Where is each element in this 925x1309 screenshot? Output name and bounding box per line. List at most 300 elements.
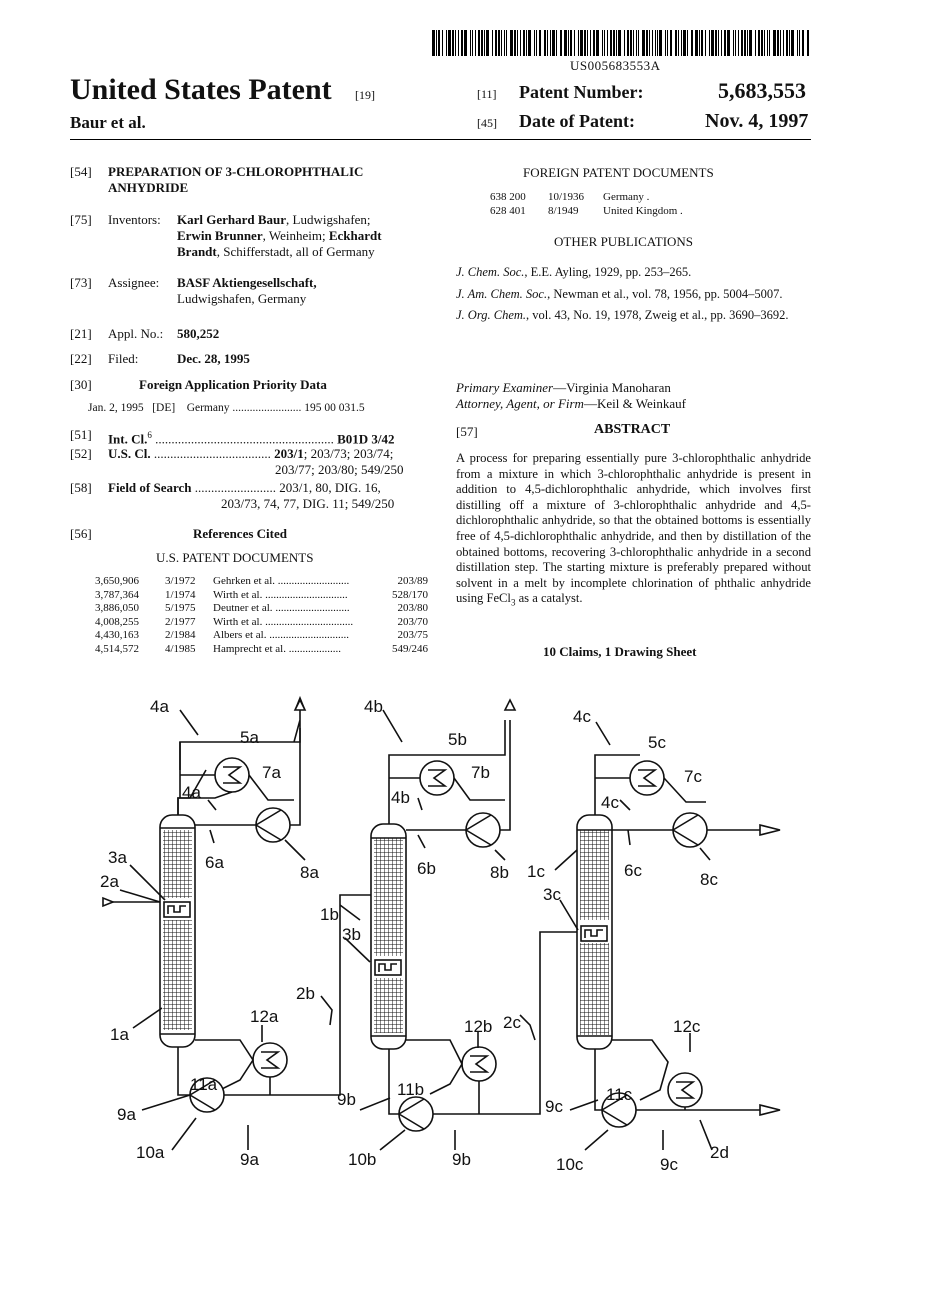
label-3b: 3b <box>342 925 361 944</box>
barcode-bar <box>678 30 679 56</box>
barcode-bar <box>492 30 493 56</box>
attorney <box>456 396 686 412</box>
barcode-bar <box>514 30 516 56</box>
barcode-bar <box>461 30 463 56</box>
ref-number: 4,008,255 <box>95 615 139 628</box>
uscl-line-2: 203/77; 203/80; 549/250 <box>275 462 404 477</box>
uscl-classes: ; 203/73; 203/74; <box>303 446 394 461</box>
uscl-label: U.S. Cl. <box>108 446 151 461</box>
barcode-bar <box>758 30 760 56</box>
barcode-bar <box>789 30 790 56</box>
barcode-bar <box>791 30 794 56</box>
foreign-ref-country: Germany . <box>603 191 650 203</box>
intcl-value: B01D 3/42 <box>337 431 395 447</box>
label-12a: 12a <box>250 1007 279 1026</box>
ref-date: 5/1975 <box>165 602 196 615</box>
label-11a: 11a <box>190 1075 218 1094</box>
examiner-name: —Virginia Manoharan <box>553 380 671 395</box>
barcode-bar <box>633 30 634 56</box>
inventor-name: Karl Gerhard Baur <box>177 212 287 227</box>
barcode-bar <box>786 30 788 56</box>
barcode-bar <box>544 30 546 56</box>
label-2a: 2a <box>100 872 119 891</box>
uscl-line-1 <box>108 446 393 462</box>
inventor-name: Erwin Brunner <box>177 228 263 243</box>
country-title: United States Patent <box>70 73 332 106</box>
label-2c: 2c <box>503 1013 521 1032</box>
barcode-bar <box>681 30 682 56</box>
reference-row <box>95 602 428 616</box>
intcl-code: [51] <box>70 427 92 442</box>
fos-line-1 <box>108 480 381 496</box>
barcode-bar <box>446 30 447 56</box>
barcode-bar <box>624 30 625 56</box>
barcode-bar <box>607 30 608 56</box>
ref-inventor-name: Gehrken et al. <box>213 575 275 587</box>
label-7c: 7c <box>684 767 702 786</box>
foreign-ref-date: 10/1936 <box>548 191 585 203</box>
inventor-city: , Schifferstadt, all of Germany <box>216 244 375 259</box>
foreign-reference-row <box>490 190 723 204</box>
barcode-bar <box>649 30 650 56</box>
barcode-bar <box>560 30 562 56</box>
barcode-bar <box>727 30 730 56</box>
barcode-bar <box>570 30 572 56</box>
ref-number: 4,430,163 <box>95 629 139 642</box>
barcode-bar <box>687 30 688 56</box>
foreign-references-table <box>490 190 723 218</box>
us-references-table <box>95 575 428 657</box>
ref-inventor <box>213 643 388 657</box>
barcode-bar <box>780 30 781 56</box>
label-5b: 5b <box>448 730 467 749</box>
inventor-city: , Ludwigshafen; <box>286 212 371 227</box>
ref-inventor <box>213 629 388 643</box>
ref-number: 3,787,364 <box>95 588 139 601</box>
barcode-bar <box>721 30 722 56</box>
barcode-bar <box>590 30 591 56</box>
barcode-bar <box>481 30 483 56</box>
label-9b: 9b <box>337 1090 356 1109</box>
label-7a: 7a <box>262 763 281 782</box>
priority-row: Jan. 2, 1995 [DE] Germany ........................ 195 00 031.5 <box>88 402 365 414</box>
label-9b-secondary: 9b <box>452 1150 471 1169</box>
barcode-bar <box>699 30 700 56</box>
barcode-bar <box>646 30 648 56</box>
barcode-bar <box>510 30 513 56</box>
barcode-bar <box>667 30 668 56</box>
barcode-bar <box>495 30 497 56</box>
barcode-bar <box>749 30 752 56</box>
barcode-bar <box>630 30 632 56</box>
label-2d: 2d <box>710 1143 729 1162</box>
label-3a: 3a <box>108 848 127 867</box>
barcode-bar <box>616 30 617 56</box>
authors: Baur et al. <box>70 113 146 132</box>
barcode-bar <box>675 30 677 56</box>
label-4a-secondary: 4a <box>182 783 201 802</box>
barcode-bar <box>539 30 541 56</box>
inventors-line-3 <box>177 244 375 260</box>
appl-number: 580,252 <box>177 326 220 341</box>
barcode-bar <box>627 30 629 56</box>
ref-class: 203/70 <box>397 615 428 628</box>
label-9c: 9c <box>545 1097 563 1116</box>
ref-inventor-name: Deutner et al. <box>213 602 273 615</box>
barcode-bar <box>783 30 784 56</box>
barcode-bar <box>602 30 603 56</box>
barcode-bar <box>802 30 804 56</box>
barcode-bar <box>715 30 717 56</box>
barcode-bar <box>580 30 583 56</box>
other-pubs-title: OTHER PUBLICATIONS <box>554 234 694 249</box>
barcode-bar <box>498 30 500 56</box>
barcode-bar <box>724 30 726 56</box>
label-8a: 8a <box>300 863 319 882</box>
label-5c: 5c <box>648 733 666 752</box>
title-line-1: PREPARATION OF 3-CHLOROPHTHALIC <box>108 164 364 179</box>
barcode-bar <box>670 30 672 56</box>
label-7b: 7b <box>471 763 490 782</box>
other-publications <box>456 265 811 330</box>
barcode-bar <box>593 30 595 56</box>
barcode-bar <box>587 30 588 56</box>
barcode-bar <box>528 30 531 56</box>
ref-number: 3,886,050 <box>95 602 139 615</box>
ref-date: 2/1984 <box>165 629 196 642</box>
ref-dots: ................................ <box>262 615 354 628</box>
assignee-label: Assignee: <box>108 275 160 290</box>
date-label: Date of Patent: <box>519 111 635 131</box>
barcode-bar <box>550 30 551 56</box>
barcode <box>432 30 810 56</box>
column-1a <box>160 815 195 1047</box>
label-10b: 10b <box>348 1150 377 1169</box>
barcode-bar <box>741 30 743 56</box>
intcl-line <box>108 427 395 447</box>
us-docs-title: U.S. PATENT DOCUMENTS <box>156 550 314 565</box>
ref-date: 3/1972 <box>165 575 196 587</box>
fos-classes: ......................... 203/1, 80, DIG. 16, <box>191 480 381 495</box>
refs-code: [56] <box>70 526 92 541</box>
priority-title: Foreign Application Priority Data <box>139 377 327 392</box>
barcode-bar <box>769 30 770 56</box>
label-6b: 6b <box>417 859 436 878</box>
ref-inventor <box>213 575 388 589</box>
ref-inventor <box>213 589 388 603</box>
patent-date: Nov. 4, 1997 <box>705 110 809 132</box>
inventors-line-2 <box>177 228 382 244</box>
barcode-bar <box>547 30 548 56</box>
reference-row <box>95 643 428 657</box>
ref-inventor-name: Wirth et al. <box>213 615 263 628</box>
assignee-name: BASF Aktiengesellschaft, <box>177 275 317 290</box>
barcode-number: US005683553A <box>570 58 661 73</box>
barcode-bar <box>552 30 555 56</box>
inventor-name: Brandt <box>177 244 217 259</box>
assignee-city: Ludwigshafen, Germany <box>177 291 307 306</box>
examiner-label: Primary Examiner <box>456 380 554 395</box>
barcode-bar <box>718 30 719 56</box>
barcode-bar <box>738 30 739 56</box>
ref-dots: ................... <box>286 642 341 655</box>
foreign-ref-country: United Kingdom . <box>603 205 683 217</box>
intcl-label: Int. Cl. <box>108 431 148 447</box>
barcode-bar <box>604 30 605 56</box>
barcode-bar <box>701 30 703 56</box>
barcode-bar <box>638 30 639 56</box>
label-4c-secondary: 4c <box>601 793 619 812</box>
publication-1 <box>456 265 811 281</box>
ref-inventor-name: Hamprecht et al. <box>213 642 286 655</box>
attorney-name: —Keil & Weinkauf <box>583 396 686 411</box>
ref-class: 528/170 <box>391 588 428 601</box>
barcode-bar <box>659 30 662 56</box>
label-1b: 1b <box>320 905 339 924</box>
abstract-title: ABSTRACT <box>594 422 671 437</box>
intcl-dots: ....................................................... <box>151 431 334 447</box>
foreign-docs-title: FOREIGN PATENT DOCUMENTS <box>523 165 714 180</box>
label-1c: 1c <box>527 862 545 881</box>
fos-label: Field of Search <box>108 480 192 495</box>
label-6c: 6c <box>624 861 642 880</box>
reference-row <box>95 629 428 643</box>
barcode-bar <box>636 30 637 56</box>
label-11b: 11b <box>397 1080 425 1099</box>
barcode-bar <box>709 30 710 56</box>
label-6a: 6a <box>205 853 224 872</box>
ref-class: 203/89 <box>397 575 428 587</box>
label-9a-secondary: 9a <box>240 1150 259 1169</box>
refs-title: References Cited <box>193 526 287 541</box>
column-1c <box>577 815 612 1049</box>
barcode-bar <box>735 30 736 56</box>
title-line-2: ANHYDRIDE <box>108 180 189 195</box>
uscl-main-class: 203/1 <box>270 446 304 461</box>
reference-row <box>95 616 428 630</box>
publication-2 <box>456 287 811 303</box>
country-code: [19] <box>355 88 375 102</box>
priority-code: [30] <box>70 377 92 392</box>
barcode-bar <box>596 30 599 56</box>
label-2b: 2b <box>296 984 315 1003</box>
barcode-bar <box>452 30 454 56</box>
publication-3 <box>456 308 811 324</box>
label-12b: 12b <box>464 1017 493 1036</box>
barcode-bar <box>761 30 763 56</box>
ref-date: 1/1974 <box>165 588 196 601</box>
barcode-bar <box>501 30 502 56</box>
barcode-bar <box>683 30 686 56</box>
barcode-bar <box>536 30 537 56</box>
barcode-bar <box>458 30 459 56</box>
filed-label: Filed: <box>108 351 139 366</box>
label-5a: 5a <box>240 728 259 747</box>
patent-number-label: Patent Number: <box>519 82 644 102</box>
barcode-bar <box>568 30 569 56</box>
label-4b: 4b <box>364 697 383 716</box>
label-9a: 9a <box>117 1105 136 1124</box>
ref-inventor <box>213 602 388 616</box>
date-code: [45] <box>477 116 497 130</box>
ref-class: 549/246 <box>391 642 428 655</box>
barcode-bar <box>747 30 748 56</box>
barcode-bar <box>523 30 525 56</box>
barcode-bar <box>705 30 706 56</box>
barcode-bar <box>799 30 800 56</box>
barcode-bar <box>574 30 575 56</box>
foreign-ref-date: 8/1949 <box>548 205 579 217</box>
barcode-bar <box>767 30 768 56</box>
journal-name: J. Org. Chem. <box>456 308 527 322</box>
foreign-ref-number: 628 401 <box>490 205 526 217</box>
label-10a: 10a <box>136 1143 165 1162</box>
barcode-bar <box>642 30 645 56</box>
barcode-bar <box>755 30 756 56</box>
patent-number-code: [11] <box>477 87 497 101</box>
publication-details: , vol. 43, No. 19, 1978, Zweig et al., pp. 3690–3692. <box>526 308 789 322</box>
publication-details: , E.E. Ayling, 1929, pp. 253–265. <box>524 265 692 279</box>
barcode-bar <box>517 30 518 56</box>
inventor-name: Eckhardt <box>328 228 382 243</box>
ref-dots: ............................. <box>266 629 349 642</box>
barcode-bar <box>584 30 586 56</box>
barcode-bar <box>655 30 657 56</box>
process-drawing <box>0 680 925 1180</box>
barcode-bar <box>470 30 471 56</box>
uscl-dots: .................................... <box>150 446 271 461</box>
barcode-bar <box>448 30 451 56</box>
appl-label: Appl. No.: <box>108 326 164 341</box>
filed-code: [22] <box>70 351 92 366</box>
foreign-reference-row <box>490 204 723 218</box>
barcode-bar <box>520 30 521 56</box>
label-4c: 4c <box>573 707 591 726</box>
barcode-bar <box>472 30 473 56</box>
barcode-bar <box>438 30 440 56</box>
barcode-bar <box>695 30 698 56</box>
barcode-bar <box>691 30 693 56</box>
title-code: [54] <box>70 164 92 179</box>
intcl-superscript: 6 <box>147 430 152 440</box>
barcode-bar <box>777 30 779 56</box>
barcode-bar <box>578 30 579 56</box>
reference-row <box>95 575 428 589</box>
label-9c-secondary: 9c <box>660 1155 678 1174</box>
barcode-bar <box>478 30 480 56</box>
barcode-bar <box>652 30 653 56</box>
barcode-bar <box>442 30 443 56</box>
ref-date: 4/1985 <box>165 642 196 655</box>
ref-number: 3,650,906 <box>95 575 139 587</box>
header-rule <box>70 139 811 140</box>
barcode-bar <box>526 30 527 56</box>
barcode-bar <box>657 30 658 56</box>
ref-number: 4,514,572 <box>95 642 139 655</box>
journal-name: J. Am. Chem. Soc. <box>456 286 548 301</box>
barcode-bar <box>484 30 485 56</box>
barcode-bar <box>610 30 612 56</box>
barcode-bar <box>764 30 765 56</box>
ref-dots: .............................. <box>262 588 348 601</box>
inventors-label: Inventors: <box>108 212 161 227</box>
ref-dots: ........................... <box>272 602 350 615</box>
publication-details: , Newman et al., vol. 78, 1956, pp. 5004–5007. <box>547 286 783 301</box>
label-12c: 12c <box>673 1017 701 1036</box>
label-4b-secondary: 4b <box>391 788 410 807</box>
inventors-line-1 <box>177 212 371 228</box>
barcode-bar <box>564 30 567 56</box>
filed-date: Dec. 28, 1995 <box>177 351 250 366</box>
inventors-code: [75] <box>70 212 92 227</box>
barcode-bar <box>556 30 557 56</box>
reference-row <box>95 589 428 603</box>
patent-number: 5,683,553 <box>718 78 806 103</box>
label-1a: 1a <box>110 1025 129 1044</box>
column-1b <box>371 824 406 1049</box>
ref-inventor <box>213 616 388 630</box>
ref-class: 203/80 <box>397 602 428 615</box>
barcode-bar <box>733 30 734 56</box>
appl-code: [21] <box>70 326 92 341</box>
ref-dots: .......................... <box>275 575 350 587</box>
barcode-bar <box>744 30 746 56</box>
abstract-body: A process for preparing essentially pure 3-chlorophthalic anhydride from a mixture in which 3-chlorophthalic anhydride is present in addition to 4,5-dichlorophthalic anhydride, which involves first distilling off a mixture of 3-chlorophthalic anhydride and 4,5-dichlorophthalic anhydride, so that the obtained bottoms is essentially free of 4,5-dichlorophthalic anhydride, and then by distillation of the obtained bottoms, recovering 3-chlorophthalic anhydride in a second distillation step. The starting mixture is preferably prepared without solvent in a melt by incomplete chlorination of phthalic anhydride using FeCl <box>456 451 811 606</box>
assignee-code: [73] <box>70 275 92 290</box>
barcode-bar <box>506 30 507 56</box>
barcode-bar <box>665 30 666 56</box>
barcode-bar <box>455 30 456 56</box>
ref-class: 203/75 <box>397 629 428 642</box>
abstract-text <box>456 451 811 611</box>
barcode-bar <box>618 30 621 56</box>
abstract-code: [57] <box>456 424 478 439</box>
abstract-end: as a catalyst. <box>515 591 583 606</box>
label-4a: 4a <box>150 697 169 716</box>
journal-name: J. Chem. Soc. <box>456 265 525 279</box>
barcode-bar <box>797 30 798 56</box>
ref-inventor-name: Albers et al. <box>213 629 267 642</box>
label-11c: 11c <box>606 1085 633 1104</box>
barcode-bar <box>486 30 489 56</box>
fos-code: [58] <box>70 480 92 495</box>
attorney-label: Attorney, Agent, or Firm <box>456 396 584 411</box>
abstract-subscript: 3 <box>510 597 516 608</box>
claims-summary: 10 Claims, 1 Drawing Sheet <box>543 644 697 659</box>
uscl-code: [52] <box>70 446 92 461</box>
barcode-bar <box>773 30 776 56</box>
ref-inventor-name: Wirth et al. <box>213 588 263 601</box>
label-8c: 8c <box>700 870 718 889</box>
ref-date: 2/1977 <box>165 615 196 628</box>
barcode-bar <box>504 30 505 56</box>
barcode-bar <box>534 30 535 56</box>
inventor-city: , Weinheim; <box>262 228 329 243</box>
barcode-bar <box>807 30 809 56</box>
primary-examiner <box>456 380 671 396</box>
barcode-bar <box>432 30 435 56</box>
barcode-bar <box>475 30 476 56</box>
barcode-bar <box>711 30 714 56</box>
label-3c: 3c <box>543 885 561 904</box>
barcode-bar <box>464 30 467 56</box>
barcode-bar <box>436 30 437 56</box>
label-10c: 10c <box>556 1155 584 1174</box>
foreign-ref-number: 638 200 <box>490 191 526 203</box>
barcode-bar <box>613 30 615 56</box>
label-8b: 8b <box>490 863 509 882</box>
fos-line-2: 203/73, 74, 77, DIG. 11; 549/250 <box>221 496 395 511</box>
